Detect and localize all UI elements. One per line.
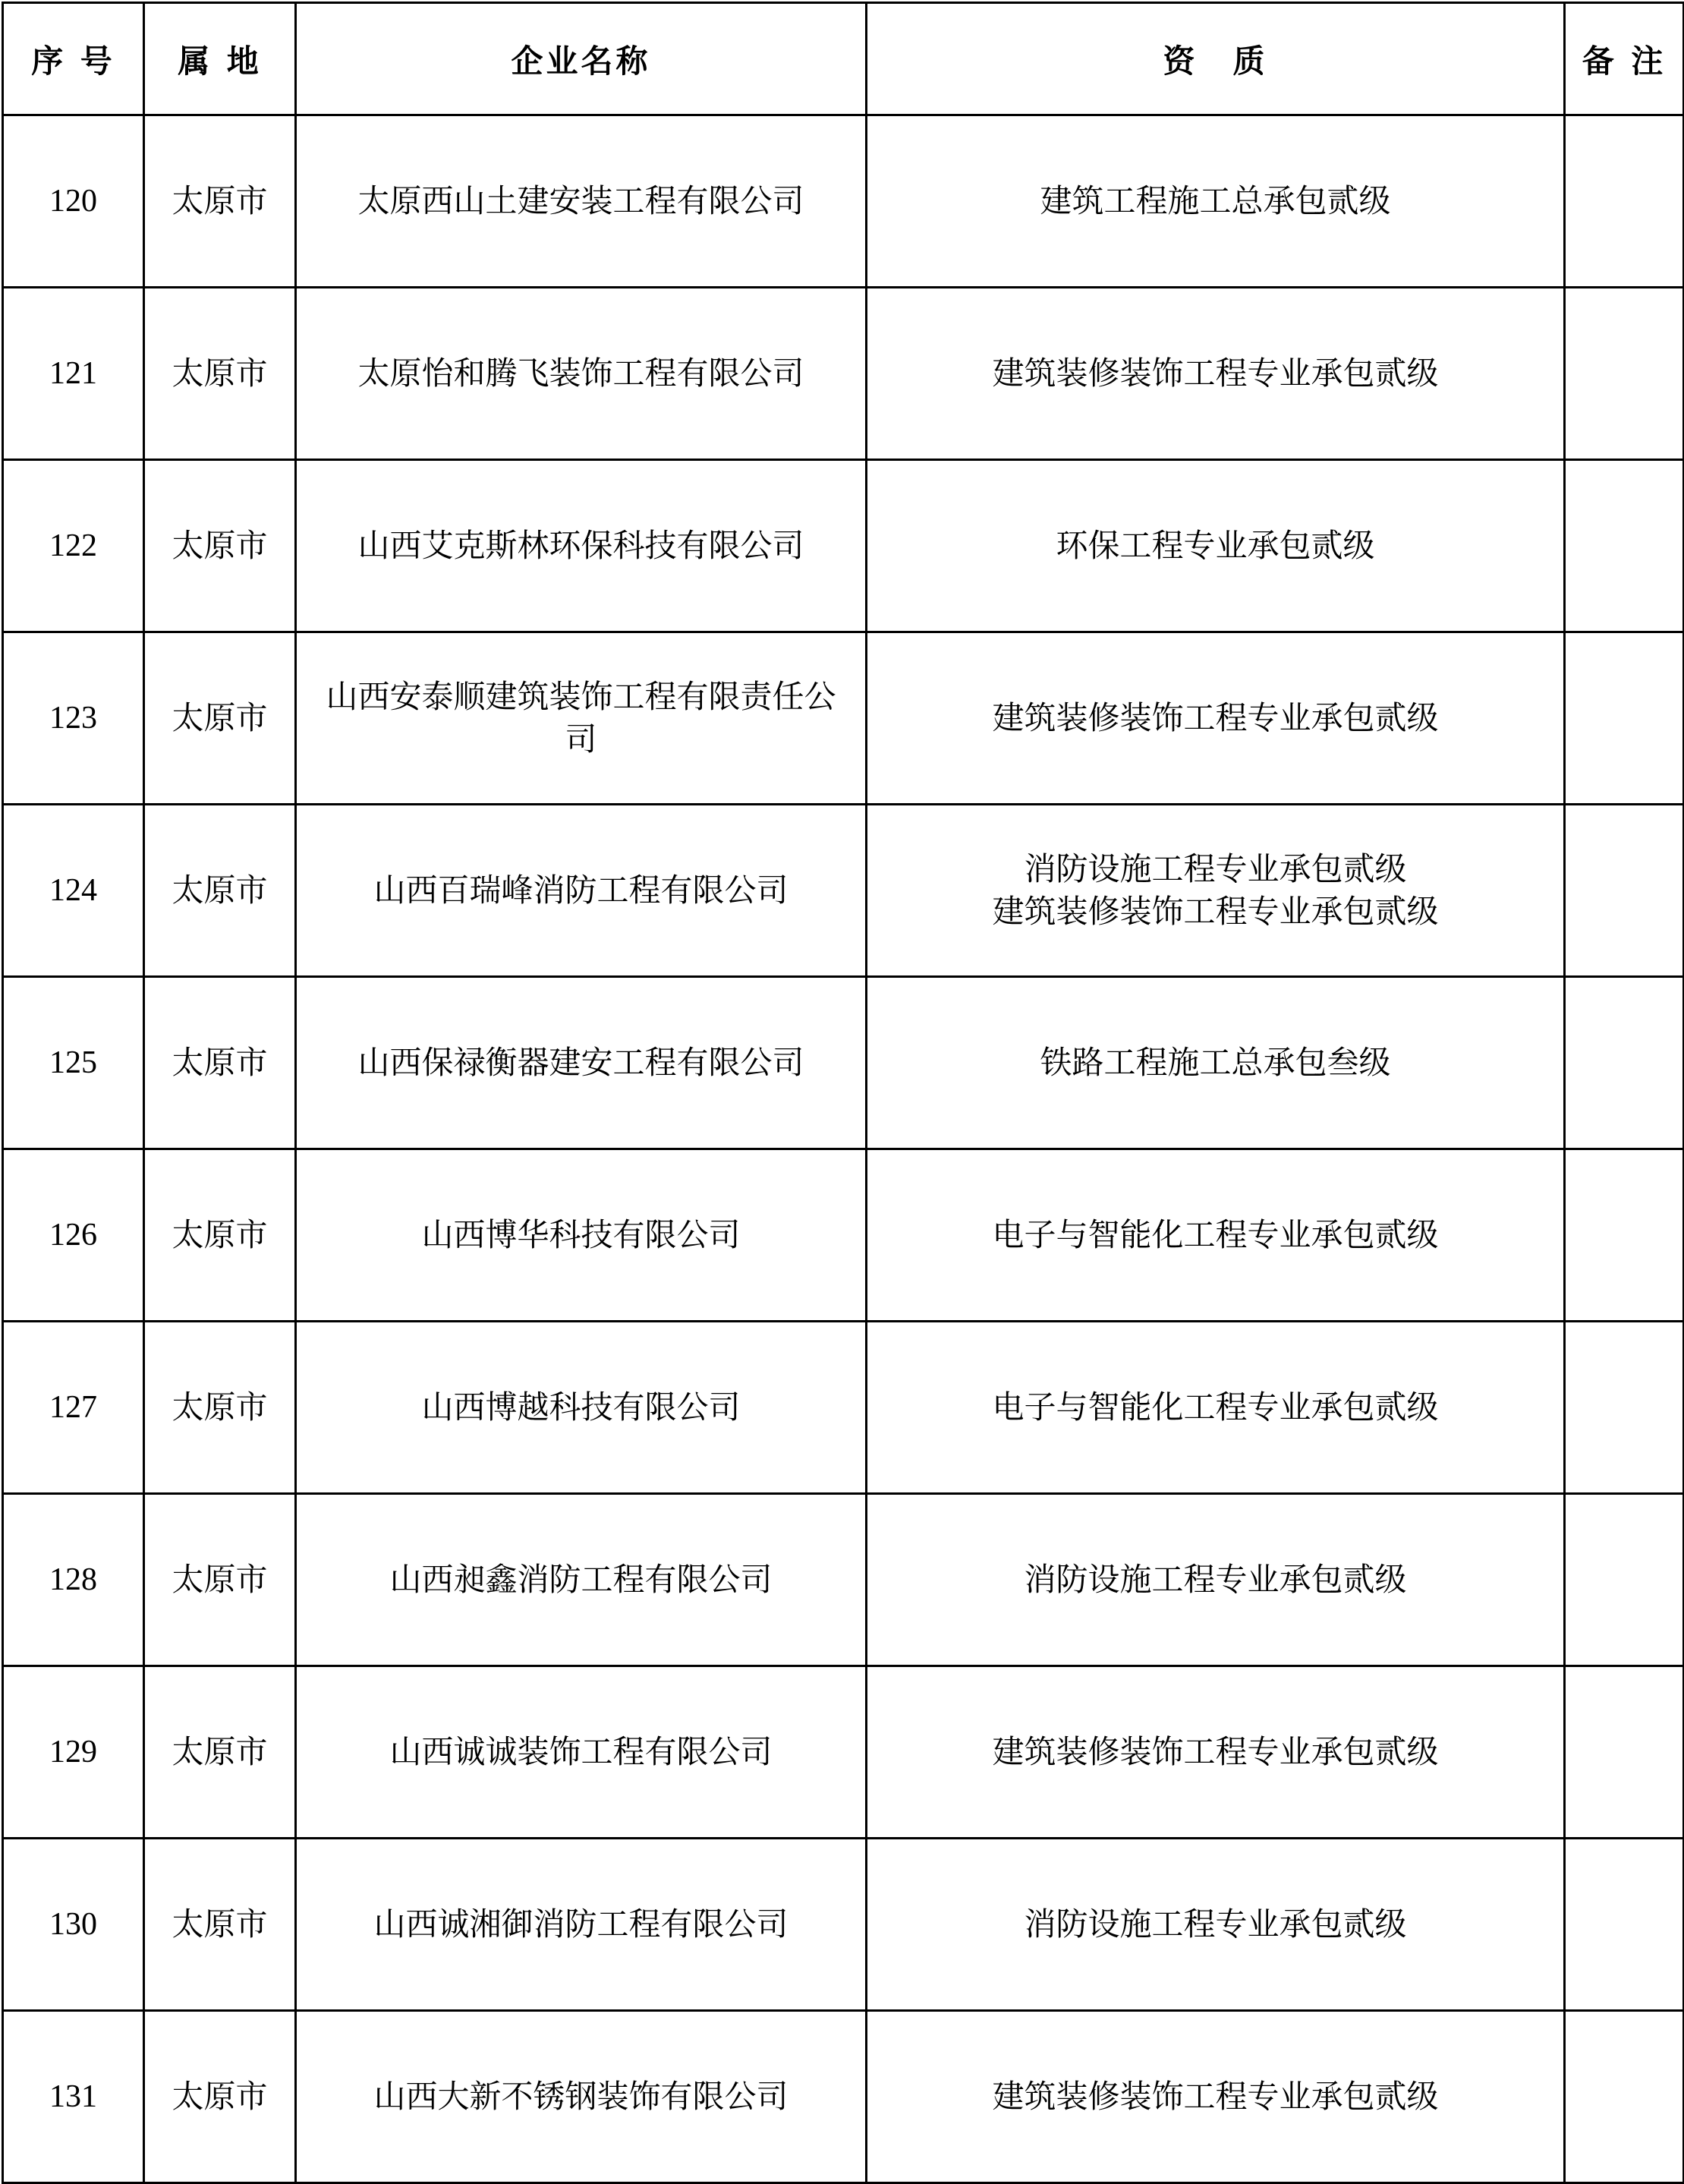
qualification-line: 消防设施工程专业承包贰级 <box>1024 1561 1407 1598</box>
cell-seq: 130 <box>3 1839 144 2011</box>
cell-remark <box>1565 1322 1684 1494</box>
cell-company <box>296 1149 867 1322</box>
qualification-line: 建筑装修装饰工程专业承包贰级 <box>992 699 1439 736</box>
company-name-line: 山西博华科技有限公司 <box>421 1216 741 1253</box>
cell-region: 太原市 <box>144 1666 296 1839</box>
cell-qualification <box>867 1839 1565 2011</box>
cell-remark <box>1565 1666 1684 1839</box>
company-name-line: 山西保禄衡器建安工程有限公司 <box>357 1044 804 1081</box>
header-qualification: 资 质 <box>867 3 1565 115</box>
cell-company <box>296 632 867 805</box>
cell-qualification <box>867 1149 1565 1322</box>
table-row <box>3 1839 1684 2011</box>
cell-remark <box>1565 805 1684 977</box>
table-row <box>3 1666 1684 1839</box>
table-row <box>3 460 1684 632</box>
cell-region: 太原市 <box>144 632 296 805</box>
cell-company <box>296 1839 867 2011</box>
cell-qualification <box>867 1494 1565 1666</box>
company-name-line: 山西诚诚装饰工程有限公司 <box>389 1733 773 1770</box>
cell-qualification <box>867 1322 1565 1494</box>
company-name-line: 太原怡和腾飞装饰工程有限公司 <box>357 355 804 392</box>
cell-region: 太原市 <box>144 977 296 1149</box>
cell-seq: 126 <box>3 1149 144 1322</box>
cell-qualification <box>867 288 1565 460</box>
cell-remark <box>1565 2011 1684 2183</box>
company-name-line: 司 <box>565 720 597 758</box>
cell-region: 太原市 <box>144 460 296 632</box>
table-row <box>3 977 1684 1149</box>
cell-qualification <box>867 977 1565 1149</box>
cell-qualification <box>867 2011 1565 2183</box>
cell-remark <box>1565 977 1684 1149</box>
company-name-line: 山西安泰顺建筑装饰工程有限责任公 <box>326 678 836 715</box>
table-row <box>3 2011 1684 2183</box>
cell-seq: 129 <box>3 1666 144 1839</box>
cell-seq: 124 <box>3 805 144 977</box>
qualification-line: 消防设施工程专业承包贰级 <box>1024 850 1407 887</box>
cell-seq: 120 <box>3 115 144 288</box>
company-name-line: 山西百瑞峰消防工程有限公司 <box>373 871 788 909</box>
cell-company <box>296 805 867 977</box>
table-header-row <box>3 3 1684 115</box>
cell-remark <box>1565 115 1684 288</box>
cell-seq: 127 <box>3 1322 144 1494</box>
cell-company <box>296 977 867 1149</box>
cell-seq: 125 <box>3 977 144 1149</box>
cell-region: 太原市 <box>144 805 296 977</box>
cell-remark <box>1565 288 1684 460</box>
cell-company <box>296 1666 867 1839</box>
cell-seq: 121 <box>3 288 144 460</box>
cell-seq: 128 <box>3 1494 144 1666</box>
cell-region: 太原市 <box>144 115 296 288</box>
cell-region: 太原市 <box>144 1839 296 2011</box>
cell-region: 太原市 <box>144 1149 296 1322</box>
table-row <box>3 805 1684 977</box>
qualification-line: 电子与智能化工程专业承包贰级 <box>992 1388 1439 1426</box>
header-seq: 序 号 <box>3 3 144 115</box>
qualification-line: 建筑装修装饰工程专业承包贰级 <box>992 355 1439 392</box>
cell-qualification <box>867 632 1565 805</box>
qualification-line: 建筑装修装饰工程专业承包贰级 <box>992 1733 1439 1770</box>
header-region: 属 地 <box>144 3 296 115</box>
qualification-line: 电子与智能化工程专业承包贰级 <box>992 1216 1439 1253</box>
company-name-line: 太原西山土建安装工程有限公司 <box>357 182 804 219</box>
table-row <box>3 288 1684 460</box>
cell-qualification <box>867 1666 1565 1839</box>
qualification-line: 建筑工程施工总承包贰级 <box>1040 182 1391 219</box>
cell-company <box>296 1322 867 1494</box>
company-name-line: 山西昶鑫消防工程有限公司 <box>389 1561 773 1598</box>
company-name-line: 山西博越科技有限公司 <box>421 1388 741 1426</box>
table-row <box>3 1494 1684 1666</box>
company-name-line: 山西大新不锈钢装饰有限公司 <box>373 2078 788 2115</box>
company-name-line: 山西诚湘御消防工程有限公司 <box>373 1905 788 1943</box>
table-row <box>3 1322 1684 1494</box>
qualification-line: 建筑装修装饰工程专业承包贰级 <box>992 893 1439 930</box>
table-row <box>3 632 1684 805</box>
qualification-line: 建筑装修装饰工程专业承包贰级 <box>992 2078 1439 2115</box>
header-company: 企业名称 <box>296 3 867 115</box>
cell-company <box>296 288 867 460</box>
cell-region: 太原市 <box>144 2011 296 2183</box>
cell-remark <box>1565 1494 1684 1666</box>
cell-company <box>296 115 867 288</box>
cell-region: 太原市 <box>144 288 296 460</box>
table-row <box>3 115 1684 288</box>
header-remark: 备 注 <box>1565 3 1684 115</box>
cell-remark <box>1565 1149 1684 1322</box>
cell-company <box>296 460 867 632</box>
qualification-line: 环保工程专业承包贰级 <box>1056 527 1375 564</box>
cell-region: 太原市 <box>144 1494 296 1666</box>
company-name-line: 山西艾克斯林环保科技有限公司 <box>357 527 804 564</box>
table-row <box>3 1149 1684 1322</box>
cell-company <box>296 1494 867 1666</box>
cell-remark <box>1565 1839 1684 2011</box>
cell-seq: 131 <box>3 2011 144 2183</box>
cell-qualification <box>867 805 1565 977</box>
cell-qualification <box>867 460 1565 632</box>
table-body <box>3 115 1684 2183</box>
cell-region: 太原市 <box>144 1322 296 1494</box>
cell-remark <box>1565 460 1684 632</box>
qualification-line: 铁路工程施工总承包叁级 <box>1040 1044 1391 1081</box>
cell-seq: 122 <box>3 460 144 632</box>
cell-seq: 123 <box>3 632 144 805</box>
qualification-line: 消防设施工程专业承包贰级 <box>1024 1905 1407 1943</box>
cell-company <box>296 2011 867 2183</box>
cell-qualification <box>867 115 1565 288</box>
enterprise-qualification-table <box>2 2 1684 2184</box>
cell-remark <box>1565 632 1684 805</box>
